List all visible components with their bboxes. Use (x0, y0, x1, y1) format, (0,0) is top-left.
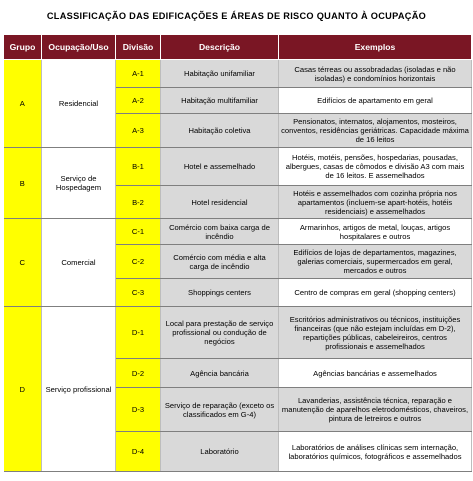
division-cell: A-3 (116, 114, 161, 148)
table-row (4, 219, 472, 245)
examples-cell: Armarinhos, artigos de metal, louças, artigos hospitalares e outros (279, 219, 472, 245)
description-cell: Habitação unifamiliar (161, 60, 279, 88)
description-cell: Shoppings centers (161, 279, 279, 307)
division-cell: B-2 (116, 186, 161, 219)
table-row (4, 307, 472, 359)
examples-cell: Pensionatos, internatos, alojamentos, mosteiros, conventos, residências geriátricas. Capacidade máxima de 16 leitos (279, 114, 472, 148)
description-cell: Hotel e assemelhado (161, 148, 279, 186)
table-row (4, 148, 472, 186)
description-cell: Habitação multifamiliar (161, 88, 279, 114)
division-cell: C-1 (116, 219, 161, 245)
examples-cell: Edifícios de lojas de departamentos, magazines, galerias comerciais, supermercados em geral, mercados e outros (279, 245, 472, 279)
division-cell: A-1 (116, 60, 161, 88)
examples-cell: Edifícios de apartamento em geral (279, 88, 472, 114)
division-cell: D-1 (116, 307, 161, 359)
group-cell-b: B (4, 148, 42, 219)
examples-cell: Hotéis e assemelhados com cozinha própria nos apartamentos (incluem-se apart-hotéis, hotéis residenciais) e assemelhados (279, 186, 472, 219)
examples-cell: Escritórios administrativos ou técnicos, instituições financeiras (que não estejam incluídas em D-2), repartições públicas, cabeleireiros, centros profissionais e assemelhados (279, 307, 472, 359)
examples-cell: Centro de compras em geral (shopping centers) (279, 279, 472, 307)
description-cell: Local para prestação de serviço profissional ou condução de negócios (161, 307, 279, 359)
examples-cell: Lavanderias, assistência técnica, reparação e manutenção de aparelhos eletrodomésticos, chaveiros, pintura de letreiros e outros (279, 388, 472, 432)
group-cell-d: D (4, 307, 42, 472)
occupation-cell-a: Residencial (42, 60, 116, 148)
examples-cell: Agências bancárias e assemelhados (279, 359, 472, 388)
division-cell: B-1 (116, 148, 161, 186)
header-ocupacao: Ocupação/Uso (42, 35, 116, 60)
division-cell: D-4 (116, 432, 161, 472)
table-header-row (4, 35, 472, 60)
division-cell: D-2 (116, 359, 161, 388)
examples-cell: Laboratórios de análises clínicas sem internação, laboratórios químicos, fotográficos e assemelhados (279, 432, 472, 472)
description-cell: Comércio com baixa carga de incêndio (161, 219, 279, 245)
table-row (4, 60, 472, 88)
header-divisao: Divisão (116, 35, 161, 60)
header-grupo: Grupo (4, 35, 42, 60)
division-cell: C-3 (116, 279, 161, 307)
division-cell: C-2 (116, 245, 161, 279)
examples-cell: Hotéis, motéis, pensões, hospedarias, pousadas, albergues, casas de cômodos e divisão A3 com mais de 16 leitos. E assemelhados (279, 148, 472, 186)
description-cell: Comércio com média e alta carga de incêndio (161, 245, 279, 279)
description-cell: Laboratório (161, 432, 279, 472)
page-title: CLASSIFICAÇÃO DAS EDIFICAÇÕES E ÁREAS DE RISCO QUANTO À OCUPAÇÃO (46, 11, 427, 21)
examples-cell: Casas térreas ou assobradadas (isoladas e não isoladas) e condomínios horizontais (279, 60, 472, 88)
division-cell: D-3 (116, 388, 161, 432)
division-cell: A-2 (116, 88, 161, 114)
occupation-cell-c: Comercial (42, 219, 116, 307)
occupancy-classification-table (3, 34, 472, 472)
occupation-cell-d: Serviço profissional (42, 307, 116, 472)
group-cell-a: A (4, 60, 42, 148)
header-descricao: Descrição (161, 35, 279, 60)
description-cell: Serviço de reparação (exceto os classificados em G-4) (161, 388, 279, 432)
occupation-cell-b: Serviço de Hospedagem (42, 148, 116, 219)
group-cell-c: C (4, 219, 42, 307)
header-exemplos: Exemplos (279, 35, 472, 60)
description-cell: Hotel residencial (161, 186, 279, 219)
description-cell: Agência bancária (161, 359, 279, 388)
description-cell: Habitação coletiva (161, 114, 279, 148)
